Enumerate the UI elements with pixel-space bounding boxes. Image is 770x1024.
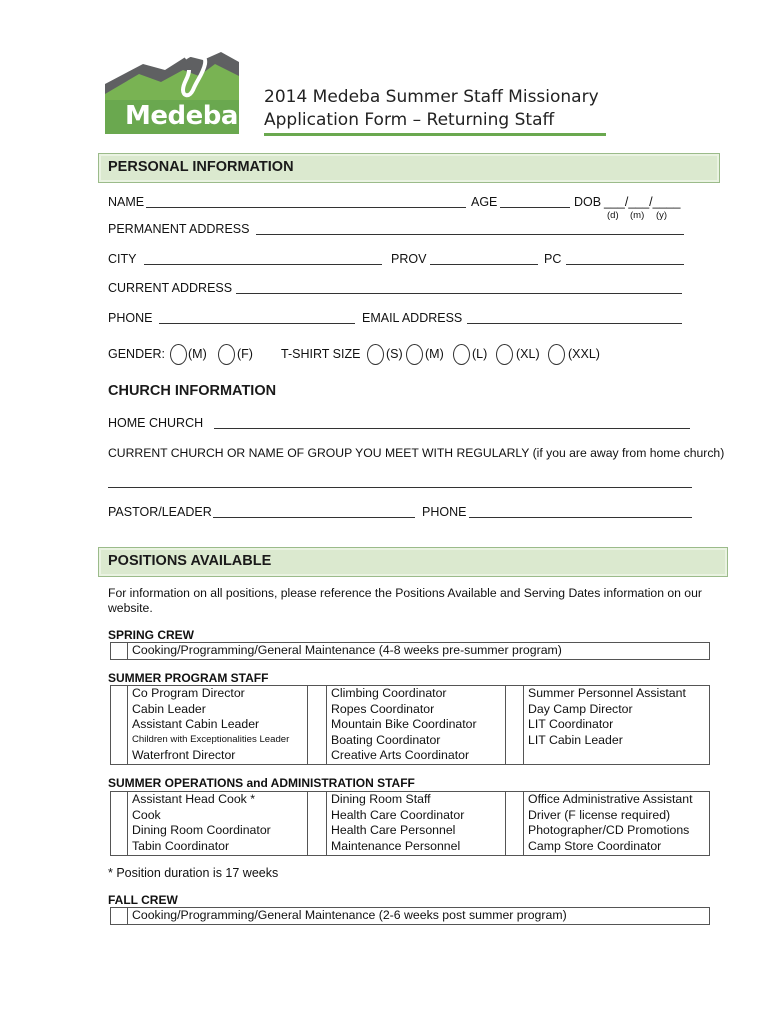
ops-item[interactable]: Dining Room Staff [331,792,431,806]
summer-item[interactable]: Mountain Bike Coordinator [331,717,477,731]
size-m-radio[interactable] [406,344,423,365]
size-s-radio[interactable] [367,344,384,365]
dob-hint-m: (m) [630,210,645,221]
title-underline [264,133,606,136]
size-s-label: (S) [386,347,403,361]
size-xl-label: (XL) [516,347,540,361]
gender-label: GENDER: [108,347,165,361]
gender-f-radio[interactable] [218,344,235,365]
ops-item[interactable]: Dining Room Coordinator [132,823,271,837]
positions-intro-line1: For information on all positions, please reference the Positions Available and Serving Dates information on our [108,586,702,600]
summer-item[interactable]: Waterfront Director [132,748,236,762]
size-m-label: (M) [425,347,444,361]
ops-col2-divider [307,791,308,855]
summer-item[interactable]: LIT Coordinator [528,717,614,731]
ops-col2-checkbox-line [326,791,327,855]
size-xl-radio[interactable] [496,344,513,365]
ops-item[interactable]: Office Administrative Assistant [528,792,693,806]
logo-wordmark: Medeba [125,101,238,131]
prov-field[interactable] [430,264,538,265]
spring-crew-title: SPRING CREW [108,628,195,642]
spring-crew-item[interactable]: Cooking/Programming/General Maintenance (4-8 weeks pre-summer program) [132,643,562,657]
summer-item[interactable]: LIT Cabin Leader [528,733,623,747]
ops-item[interactable]: Camp Store Coordinator [528,839,662,853]
gender-f-label: (F) [237,347,253,361]
ops-item[interactable]: Health Care Personnel [331,823,456,837]
tshirt-label: T-SHIRT SIZE [281,347,361,361]
pastor-label: PASTOR/LEADER [108,505,212,519]
home-church-field[interactable] [214,428,690,429]
summer-program-title: SUMMER PROGRAM STAFF [108,671,269,685]
summer-col3-checkbox-line [523,685,524,764]
dob-hint-d: (d) [607,210,619,221]
form-title-line1: 2014 Medeba Summer Staff Missionary [264,87,599,107]
position-duration-note: * Position duration is 17 weeks [108,866,279,880]
summer-item[interactable]: Cabin Leader [132,702,206,716]
personal-info-title: PERSONAL INFORMATION [108,159,294,175]
summer-item[interactable]: Summer Personnel Assistant [528,686,686,700]
ops-item[interactable]: Photographer/CD Promotions [528,823,690,837]
summer-col2-checkbox-line [326,685,327,764]
email-field[interactable] [467,323,682,324]
age-field[interactable] [500,207,570,208]
form-title-line2: Application Form – Returning Staff [264,110,555,130]
permanent-address-label: PERMANENT ADDRESS [108,222,250,236]
ops-col3-divider [505,791,506,855]
summer-item[interactable]: Co Program Director [132,686,245,700]
phone-field[interactable] [159,323,355,324]
pc-field[interactable] [566,264,684,265]
ops-item[interactable]: Assistant Head Cook * [132,792,256,806]
size-l-radio[interactable] [453,344,470,365]
ops-col3-checkbox-line [523,791,524,855]
summer-item[interactable]: Ropes Coordinator [331,702,435,716]
summer-item[interactable]: Climbing Coordinator [331,686,447,700]
ops-item[interactable]: Health Care Coordinator [331,808,465,822]
size-xxl-radio[interactable] [548,344,565,365]
spring-checkbox-divider [127,642,128,659]
phone-label: PHONE [108,311,153,325]
church-phone-label: PHONE [422,505,467,519]
current-church-field[interactable] [108,487,692,488]
summer-ops-title: SUMMER OPERATIONS and ADMINISTRATION STAFF [108,776,415,790]
fall-checkbox-divider [127,907,128,924]
gender-m-radio[interactable] [170,344,187,365]
summer-item[interactable]: Day Camp Director [528,702,633,716]
ops-item[interactable]: Driver (F license required) [528,808,671,822]
ops-col1-checkbox-line [127,791,128,855]
name-field[interactable] [146,207,466,208]
fall-crew-item[interactable]: Cooking/Programming/General Maintenance (2-6 weeks post summer program) [132,908,567,922]
pastor-field[interactable] [213,517,415,518]
positions-title: POSITIONS AVAILABLE [108,553,272,569]
ops-item[interactable]: Tabin Coordinator [132,839,230,853]
age-label: AGE [471,195,498,209]
pc-label: PC [544,252,562,266]
ops-item[interactable]: Cook [132,808,161,822]
summer-col1-checkbox-line [127,685,128,764]
summer-col2-divider [307,685,308,764]
current-address-label: CURRENT ADDRESS [108,281,233,295]
summer-item[interactable]: Assistant Cabin Leader [132,717,260,731]
home-church-label: HOME CHURCH [108,416,204,430]
summer-col3-divider [505,685,506,764]
dob-hint-y: (y) [656,210,668,221]
city-field[interactable] [144,264,382,265]
ops-item[interactable]: Maintenance Personnel [331,839,461,853]
positions-intro-line2: website. [108,601,153,615]
prov-label: PROV [391,252,427,266]
name-label: NAME [108,195,145,209]
dob-field[interactable]: ___/___/____ [604,195,681,209]
size-l-label: (L) [472,347,488,361]
size-xxl-label: (XXL) [568,347,600,361]
summer-item[interactable]: Boating Coordinator [331,733,441,747]
email-label: EMAIL ADDRESS [362,311,463,325]
permanent-address-field[interactable] [256,234,684,235]
gender-m-label: (M) [188,347,207,361]
summer-item[interactable]: Creative Arts Coordinator [331,748,470,762]
current-address-field[interactable] [236,293,682,294]
dob-label: DOB [574,195,602,209]
current-church-label: CURRENT CHURCH OR NAME OF GROUP YOU MEET WITH REGULARLY (if you are away from home church) [108,446,725,460]
medeba-logo [103,50,239,134]
city-label: CITY [108,252,137,266]
summer-item[interactable]: Children with Exceptionalities Leader [132,734,290,745]
church-phone-field[interactable] [469,517,692,518]
fall-crew-title: FALL CREW [108,893,178,907]
church-info-title: CHURCH INFORMATION [108,383,277,399]
